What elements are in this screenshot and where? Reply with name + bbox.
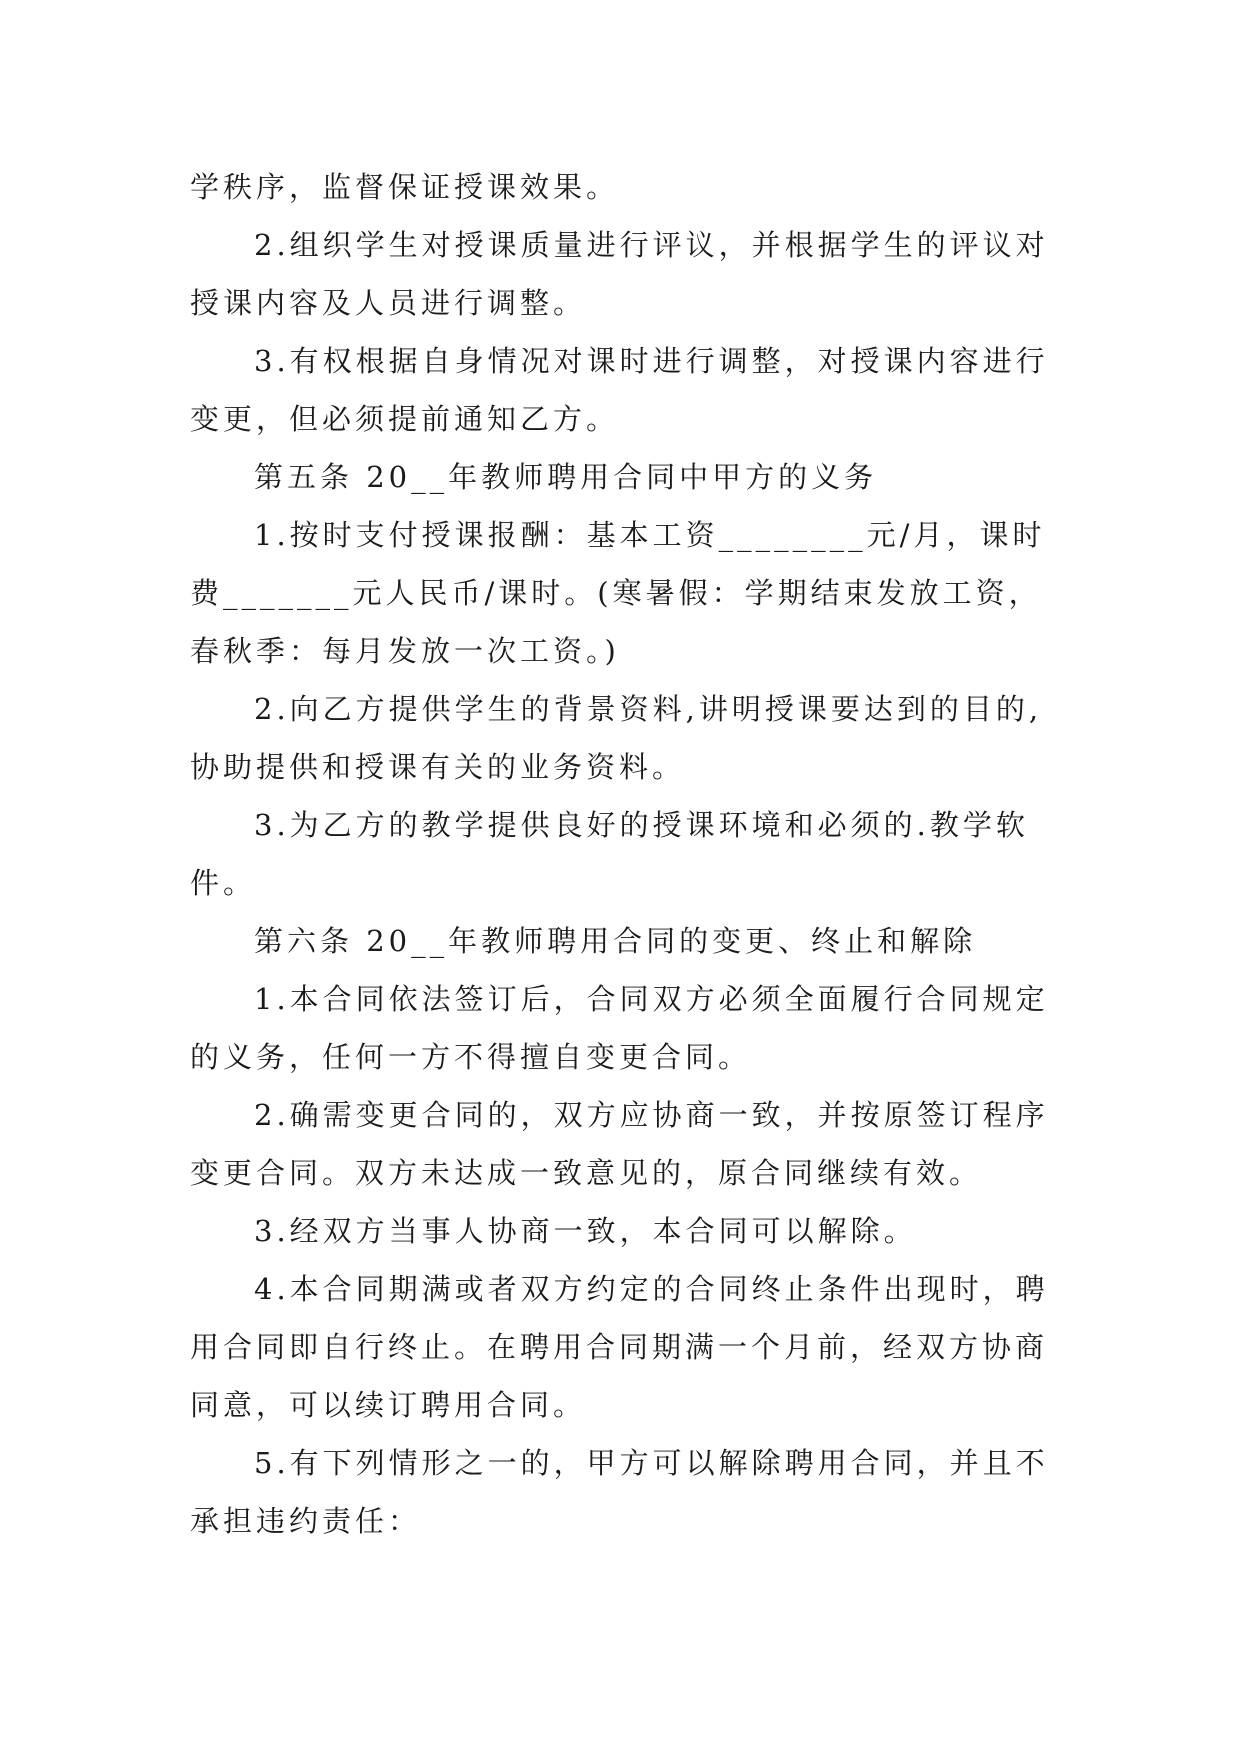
text-line: 的义务，任何一方不得擅自变更合同。 xyxy=(190,1040,752,1074)
text-line: 1.本合同依法签订后，合同双方必须全面履行合同规定 xyxy=(254,982,1049,1016)
text-line: 承担违约责任： xyxy=(190,1504,422,1538)
text-line: 用合同即自行终止。在聘用合同期满一个月前，经双方协商 xyxy=(190,1330,1049,1364)
text-line: 同意，可以续订聘用合同。 xyxy=(190,1388,587,1422)
text-line: 学秩序，监督保证授课效果。 xyxy=(190,170,620,204)
text-line: 2.确需变更合同的，双方应协商一致，并按原签订程序 xyxy=(254,1098,1049,1132)
document-body xyxy=(190,158,1050,1550)
text-line: 3.经双方当事人协商一致，本合同可以解除。 xyxy=(254,1214,917,1248)
text-line: 1.按时支付授课报酬：基本工资________元/月，课时 xyxy=(254,518,1046,552)
text-line: 协助提供和授课有关的业务资料。 xyxy=(190,750,686,784)
text-line: 春秋季：每月发放一次工资。) xyxy=(190,634,620,668)
text-line: 2.组织学生对授课质量进行评议，并根据学生的评议对 xyxy=(254,228,1049,262)
section-heading: 第六条 20__年教师聘用合同的变更、终止和解除 xyxy=(254,924,977,958)
text-line: 2.向乙方提供学生的背景资料,讲明授课要达到的目的, xyxy=(254,692,1043,726)
text-line: 变更，但必须提前通知乙方。 xyxy=(190,402,620,436)
text-line: 变更合同。双方未达成一致意见的，原合同继续有效。 xyxy=(190,1156,983,1190)
text-line: 3.有权根据自身情况对课时进行调整，对授课内容进行 xyxy=(254,344,1049,378)
text-line: 4.本合同期满或者双方约定的合同终止条件出现时，聘 xyxy=(254,1272,1049,1306)
section-heading: 第五条 20__年教师聘用合同中甲方的义务 xyxy=(254,460,878,494)
text-line: 件。 xyxy=(190,866,257,900)
text-line: 费_______元人民币/课时。(寒暑假：学期结束发放工资， xyxy=(190,576,1042,610)
text-line: 5.有下列情形之一的，甲方可以解除聘用合同，并且不 xyxy=(254,1446,1049,1480)
text-line: 授课内容及人员进行调整。 xyxy=(190,286,587,320)
text-line: 3.为乙方的教学提供良好的授课环境和必须的.教学软 xyxy=(254,808,1029,842)
